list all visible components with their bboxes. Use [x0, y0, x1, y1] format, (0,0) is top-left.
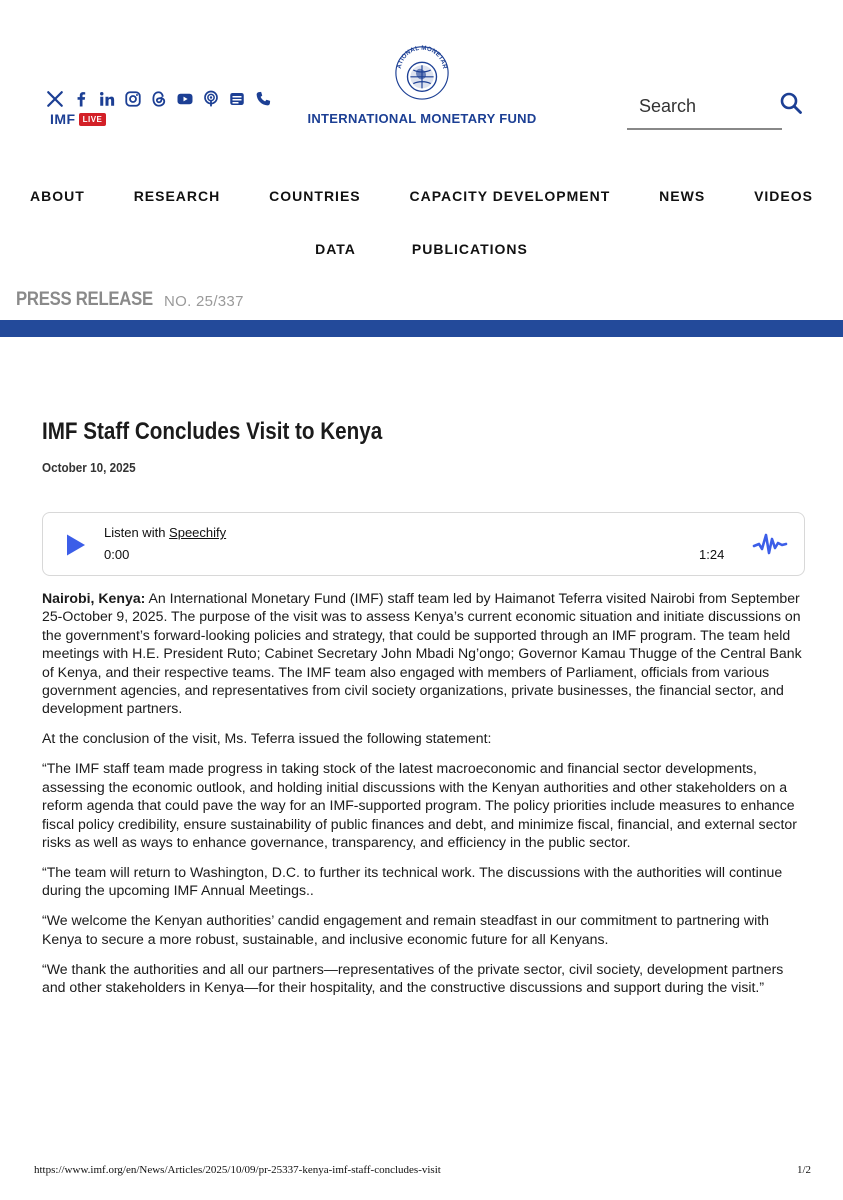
instagram-icon[interactable] [124, 90, 142, 108]
page-title: IMF Staff Concludes Visit to Kenya [42, 418, 383, 445]
listen-with-label [104, 525, 226, 540]
footer-url: https://www.imf.org/en/News/Articles/2025/10/09/pr-25337-kenya-imf-staff-concludes-visit [34, 1164, 441, 1176]
live-badge: LIVE [79, 113, 107, 126]
header-divider-bar [0, 320, 843, 337]
imf-logo[interactable] [296, 42, 548, 126]
paragraph-2: At the conclusion of the visit, Ms. Teferra issued the following statement: [42, 730, 492, 747]
linkedin-icon[interactable] [98, 90, 116, 108]
speechify-waveform-icon [752, 531, 788, 557]
imf-seal-icon [393, 42, 451, 100]
nav-capacity-development[interactable]: CAPACITY DEVELOPMENT [409, 188, 611, 204]
paragraph-6: “We thank the authorities and all our partners—representatives of the private sector, civil society, development partners and other stakeholders in Kenya—for their hospitality, and the constructive discussions and support during the visit.” [42, 960, 784, 996]
search-underline [627, 128, 782, 130]
play-icon[interactable] [65, 533, 87, 557]
article-body [42, 589, 802, 1008]
nav-research[interactable]: RESEARCH [133, 188, 221, 204]
imf-live-prefix: IMF [50, 111, 76, 127]
nav-about[interactable]: ABOUT [30, 188, 85, 204]
nav-data[interactable]: DATA [315, 241, 356, 257]
facebook-icon[interactable] [72, 90, 90, 108]
main-nav-row-2 [0, 241, 843, 257]
speechify-link[interactable]: Speechify [169, 525, 227, 540]
paragraph-5: “We welcome the Kenyan authorities’ candid engagement and remain steadfast in our commitment to partnering with Kenya to secure a more robust, sustainable, and inclusive economic future for all Kenyans. [42, 912, 769, 947]
press-release-label [16, 289, 244, 311]
imf-live-link[interactable] [50, 111, 106, 127]
threads-icon[interactable] [150, 90, 168, 108]
nav-publications[interactable]: PUBLICATIONS [411, 241, 528, 257]
current-time: 0:00 [104, 547, 130, 562]
audio-player [42, 512, 805, 576]
paragraph-3: “The IMF staff team made progress in taking stock of the latest macroeconomic and financial sector developments, assessing the economic outlook, and holding initial discussions with the Kenyan authorities and other stakeholders on a reform agenda that could pave the way for an IMF-supported program. The policy priorities include measures to enhance fiscal policy credibility, ensure sustainability of public finances and debt, and minimize fiscal, financial, and external sector risks as well as ways to enhance governance, transparency, and efficiency in the public sector. [42, 760, 797, 851]
listen-prefix: Listen with [104, 525, 170, 540]
paragraph-1-text: An International Monetary Fund (IMF) staff team led by Haimanot Teferra visited Nairobi from September 25-October 9, 2025. The purpose of the visit was to assess Kenya’s current economic situation and initiate discussions on the government’s forward-looking policies and strategy, that could be supported through an IMF program. The team held meetings with H.E. President Ruto; Cabinet Secretary John Mbadi Ng’ongo; Governor Kamau Thugge of the Central Bank of Kenya, and their respective teams. The IMF team also engaged with members of Parliament, officials from various government agencies, and representatives from civil society organizations, private businesses, the financial sector, and development partners. [42, 590, 802, 717]
svg-text:INTERNATIONAL MONETARY FUND: ATIONAL MONETAR [395, 44, 449, 70]
paragraph-1 [42, 589, 802, 718]
logo-name: INTERNATIONAL MONETARY FUND [307, 111, 537, 126]
total-duration: 1:24 [699, 547, 725, 562]
site-header [0, 0, 843, 160]
main-nav-row-1 [0, 188, 843, 204]
podcast-icon[interactable] [202, 90, 220, 108]
youtube-icon[interactable] [176, 90, 194, 108]
release-date: October 10, 2025 [42, 460, 136, 475]
phone-icon[interactable] [254, 90, 272, 108]
search-box[interactable] [627, 88, 803, 130]
social-links [46, 90, 272, 108]
newsletter-icon[interactable] [228, 90, 246, 108]
search-icon[interactable] [779, 91, 803, 115]
press-release-heading: PRESS RELEASE [16, 289, 153, 310]
nav-news[interactable]: NEWS [659, 188, 706, 204]
page-number: 1/2 [797, 1164, 812, 1176]
dateline: Nairobi, Kenya: [42, 590, 146, 606]
search-input[interactable]: Search [639, 96, 697, 116]
x-icon[interactable] [46, 90, 64, 108]
nav-countries[interactable]: COUNTRIES [269, 188, 361, 204]
press-release-number: NO. 25/337 [164, 293, 244, 310]
nav-videos[interactable]: VIDEOS [754, 188, 813, 204]
paragraph-4: “The team will return to Washington, D.C. to further its technical work. The discussions with the authorities will continue during the upcoming IMF Annual Meetings.. [42, 864, 783, 899]
